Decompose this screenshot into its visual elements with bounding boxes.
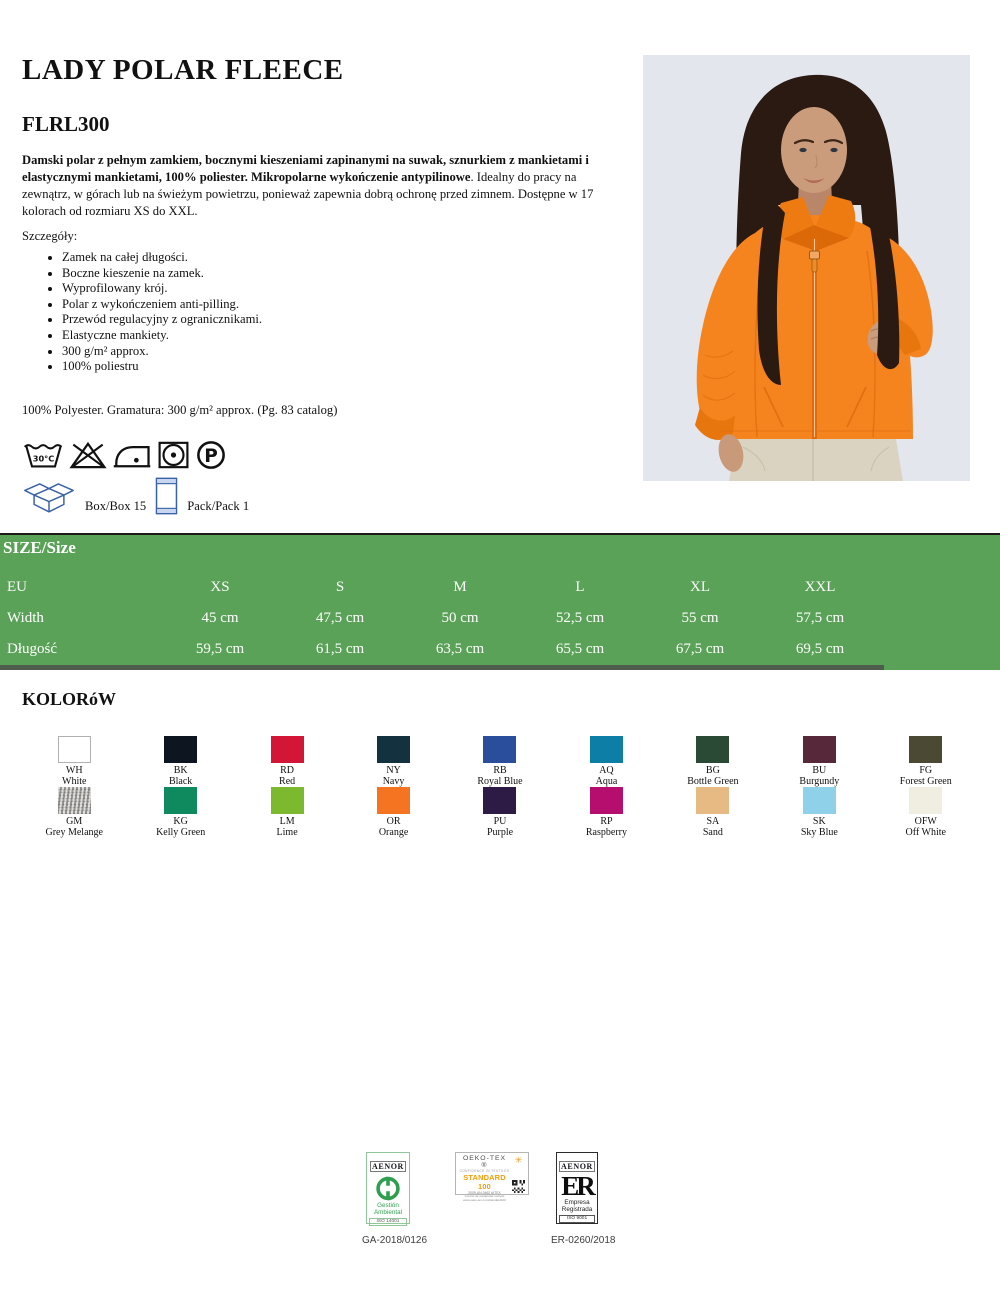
aenor-ga-badge: AENOR Gestión Ambiental ISO 14001 bbox=[366, 1152, 410, 1224]
detail-item: • 100% poliestru bbox=[62, 359, 262, 375]
color-cell-bu: BU Burgundy bbox=[766, 736, 872, 787]
color-swatch bbox=[164, 736, 197, 763]
details-list bbox=[22, 250, 262, 375]
size-table-bottom-border bbox=[0, 665, 884, 670]
details-label: Szczegóły: bbox=[22, 229, 78, 243]
detail-item: • Polar z wykończeniem anti-pilling. bbox=[62, 297, 262, 313]
iron-one-dot-icon bbox=[112, 440, 152, 470]
color-swatch bbox=[271, 736, 304, 763]
oeko-sun-icon: ✳ bbox=[514, 1155, 523, 1165]
color-swatch bbox=[909, 736, 942, 763]
er-certificate-number: ER-0260/2018 bbox=[551, 1235, 616, 1246]
color-cell-bg: BG Bottle Green bbox=[660, 736, 766, 787]
color-cell-or: OR Orange bbox=[340, 787, 446, 838]
color-cell-bk: BK Black bbox=[127, 736, 233, 787]
oeko-tex-badge: OEKO-TEX ® CONFIDENCE IN TEXTILES STANDARD 100 2009-AN-0462 AITEX Control de sustancias nocivas www.oeko-tex.com/standard100 ✳ bbox=[455, 1152, 529, 1195]
color-swatch bbox=[58, 736, 91, 763]
detail-item: • 300 g/m² approx. bbox=[62, 344, 262, 360]
color-cell-sa: SA Sand bbox=[660, 787, 766, 838]
color-cell-ofw: OFW Off White bbox=[873, 787, 979, 838]
color-cell-kg: KG Kelly Green bbox=[127, 787, 233, 838]
product-photo bbox=[643, 55, 970, 481]
color-cell-wh: WH White bbox=[21, 736, 127, 787]
packaging-row bbox=[22, 477, 249, 520]
size-row-length: Długość 59,5 cm 61,5 cm 63,5 cm 65,5 cm 67,5 cm 69,5 cm bbox=[7, 641, 845, 657]
color-swatch bbox=[590, 787, 623, 814]
color-swatch bbox=[909, 787, 942, 814]
detail-item: • Boczne kieszenie na zamek. bbox=[62, 266, 262, 282]
detail-item: • Wyprofilowany krój. bbox=[62, 281, 262, 297]
color-swatch bbox=[377, 736, 410, 763]
color-cell-ny: NY Navy bbox=[340, 736, 446, 787]
color-cell-sk: SK Sky Blue bbox=[766, 787, 872, 838]
color-cell-lm: LM Lime bbox=[234, 787, 340, 838]
pack-icon bbox=[155, 477, 178, 520]
ga-certificate-number: GA-2018/0126 bbox=[362, 1235, 428, 1246]
color-cell-rb: RB Royal Blue bbox=[447, 736, 553, 787]
size-table-header: SIZE/Size bbox=[3, 538, 76, 557]
product-description bbox=[22, 152, 622, 220]
color-swatch bbox=[483, 736, 516, 763]
color-cell-rd: RD Red bbox=[234, 736, 340, 787]
color-swatch bbox=[58, 787, 91, 814]
pack-label: Pack/Pack 1 bbox=[187, 499, 250, 513]
iso-14001-label: ISO 14001 bbox=[369, 1218, 407, 1226]
color-swatch bbox=[271, 787, 304, 814]
aenor-brand-label: AENOR bbox=[372, 1162, 404, 1171]
color-swatch bbox=[696, 787, 729, 814]
composition-note: 100% Polyester. Gramatura: 300 g/m² approx. (Pg. 83 catalog) bbox=[22, 403, 338, 417]
color-swatch bbox=[164, 787, 197, 814]
description-bold: Damski polar z pełnym zamkiem, bocznymi kieszeniami zapinanymi na suwak, sznurkiem z mankietami i elastycznymi mankietami, 100% poliester. Mikropolarne wykończenie antypilinowe bbox=[22, 153, 589, 184]
box-icon bbox=[22, 477, 76, 520]
color-cell-fg: FG Forest Green bbox=[873, 736, 979, 787]
aenor-ga-logo-icon bbox=[372, 1175, 404, 1202]
colors-heading: KOLORóW bbox=[22, 689, 117, 709]
size-row-width: Width 45 cm 47,5 cm 50 cm 52,5 cm 55 cm 57,5 cm bbox=[7, 610, 845, 626]
color-swatch bbox=[696, 736, 729, 763]
svg-text:P: P bbox=[204, 446, 218, 468]
iso-9001-label: ISO 9001 bbox=[559, 1215, 595, 1223]
description-regular: . Idealny do pracy na zewnątrz, w górach lub na świeżym powietrzu, ponieważ zapewnia dobrą ochronę przed zimnem. Dostępne w 17 kolorach od rozmiaru XS do XXL. bbox=[22, 170, 594, 218]
care-icons-row bbox=[23, 440, 227, 470]
colors-grid bbox=[21, 736, 979, 838]
detail-item: • Przewód regulacyjny z ogranicznikami. bbox=[62, 312, 262, 328]
page-title: LADY POLAR FLEECE bbox=[22, 54, 344, 86]
color-cell-pu: PU Purple bbox=[447, 787, 553, 838]
do-not-bleach-icon bbox=[69, 440, 107, 470]
color-swatch bbox=[803, 787, 836, 814]
size-table bbox=[0, 533, 1000, 670]
color-cell-rp: RP Raspberry bbox=[553, 787, 659, 838]
product-code: FLRL300 bbox=[22, 112, 110, 136]
aenor-er-logo: ER bbox=[561, 1171, 593, 1201]
color-swatch bbox=[377, 787, 410, 814]
color-cell-aq: AQ Aqua bbox=[553, 736, 659, 787]
size-row-eu: EU XS S M L XL XXL bbox=[7, 579, 836, 595]
qr-code-icon bbox=[512, 1180, 525, 1193]
wash-30-icon bbox=[23, 440, 64, 470]
aenor-brand-label: AENOR bbox=[561, 1162, 593, 1171]
tumble-dry-icon bbox=[157, 440, 190, 470]
box-label: Box/Box 15 bbox=[85, 499, 147, 513]
detail-item: • Zamek na całej długości. bbox=[62, 250, 262, 266]
color-cell-gm: GM Grey Melange bbox=[21, 787, 127, 838]
detail-item: • Elastyczne mankiety. bbox=[62, 328, 262, 344]
dry-clean-p-icon bbox=[195, 440, 227, 470]
color-swatch bbox=[483, 787, 516, 814]
svg-text:30°C: 30°C bbox=[32, 453, 55, 464]
color-swatch bbox=[590, 736, 623, 763]
color-swatch bbox=[803, 736, 836, 763]
aenor-er-badge: AENOR ER Empresa Registrada ISO 9001 bbox=[556, 1152, 598, 1224]
